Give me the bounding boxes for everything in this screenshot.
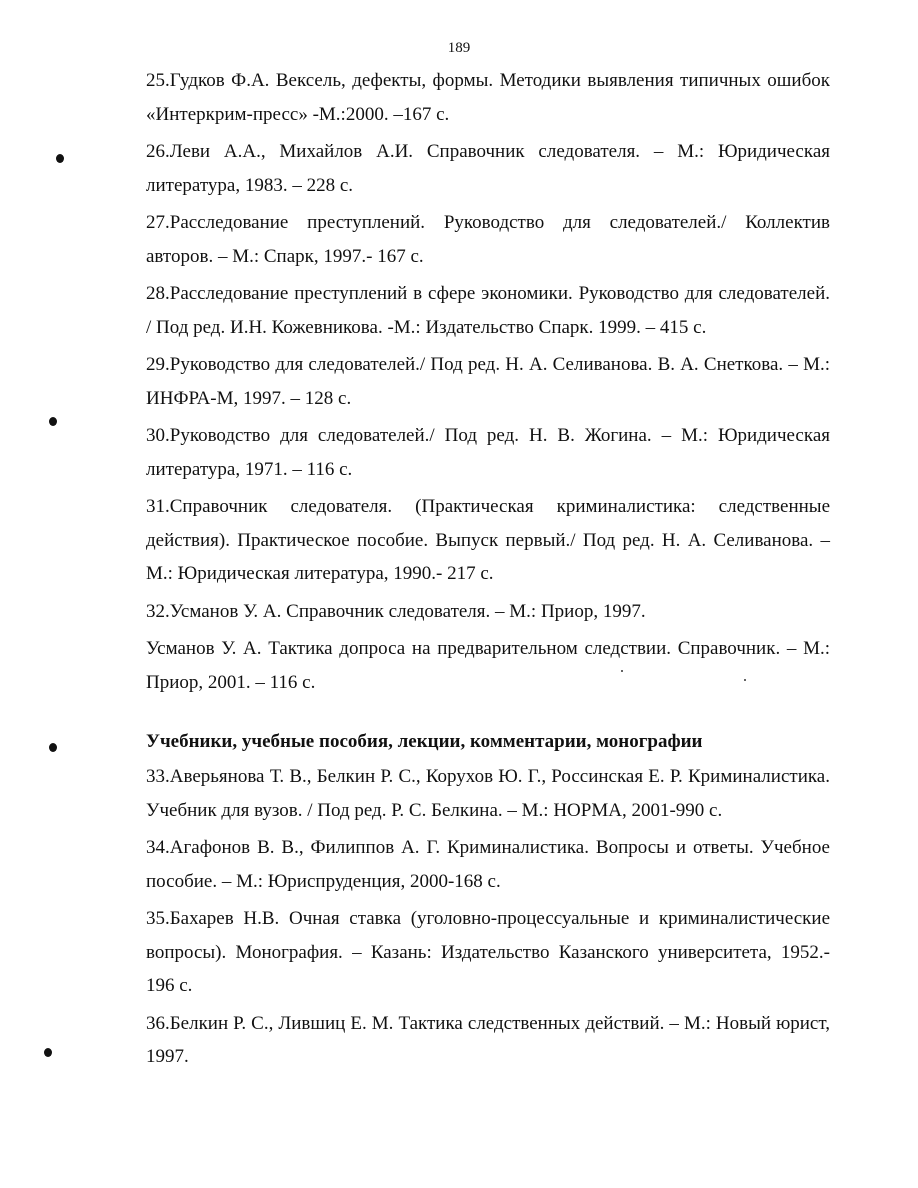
bibliography-entry: Усманов У. А. Тактика допроса на предварительном следствии. Справочник. – М.: Приор, 2001. – 116 с. bbox=[146, 638, 830, 693]
bibliography-entry: 33.Аверьянова Т. В., Белкин Р. С., Корухов Ю. Г., Россинская Е. Р. Криминалистика. Учебник для вузов. / Под ред. Р. С. Белкина. – М.: НОРМА, 2001-990 с. bbox=[146, 766, 830, 821]
bibliography-entry: 27.Расследование преступлений. Руководство для следователей./ Коллектив авторов. – М.: Спарк, 1997.- 167 с. bbox=[146, 212, 830, 267]
bibliography-entry: 31.Справочник следователя. (Практическая криминалистика: следственные действия). Практическое пособие. Выпуск первый./ Под ред. Н. А. Селиванова. – М.: Юридическая литература, 1990.- 217 с. bbox=[146, 496, 830, 584]
binding-hole-mark bbox=[56, 154, 64, 163]
bibliography-entry: 34.Агафонов В. В., Филиппов А. Г. Криминалистика. Вопросы и ответы. Учебное пособие. – М.: Юриспруденция, 2000-168 с. bbox=[146, 837, 830, 892]
bibliography-entry: 28.Расследование преступлений в сфере экономики. Руководство для следователей. / Под ред. И.Н. Кожевникова. -М.: Издательство Спарк. 1999. – 415 с. bbox=[146, 283, 830, 338]
bibliography-entry: 36.Белкин Р. С., Лившиц Е. М. Тактика следственных действий. – М.: Новый юрист, 1997. bbox=[146, 1012, 830, 1067]
bibliography-entry: 30.Руководство для следователей./ Под ред. Н. В. Жогина. – М.: Юридическая литература, 1971. – 116 с. bbox=[146, 425, 830, 480]
bibliography-entry: 26.Леви А.А., Михайлов А.И. Справочник следователя. – М.: Юридическая литература, 1983. – 228 с. bbox=[146, 141, 830, 196]
bibliography-entry: 25.Гудков Ф.А. Вексель, дефекты, формы. Методики выявления типичных ошибок «Интеркрим-пресс» -М.:2000. –167 с. bbox=[146, 70, 830, 125]
binding-hole-mark bbox=[49, 743, 57, 752]
page-number: 189 bbox=[447, 40, 471, 56]
bibliography-entry: 32.Усманов У. А. Справочник следователя. – М.: Приор, 1997. bbox=[146, 600, 646, 622]
bibliography-entry: 35.Бахарев Н.В. Очная ставка (уголовно-процессуальные и криминалистические вопросы). Монография. – Казань: Издательство Казанского университета, 1952.- 196 с. bbox=[146, 908, 830, 996]
bibliography-content bbox=[146, 64, 830, 1078]
binding-hole-mark bbox=[49, 417, 57, 426]
binding-hole-mark bbox=[44, 1048, 52, 1057]
bibliography-entry: 29.Руководство для следователей./ Под ред. Н. А. Селиванова. В. А. Снеткова. – М.: ИНФРА-М, 1997. – 128 с. bbox=[146, 354, 830, 409]
section-heading: Учебники, учебные пособия, лекции, комментарии, монографии bbox=[146, 731, 703, 752]
